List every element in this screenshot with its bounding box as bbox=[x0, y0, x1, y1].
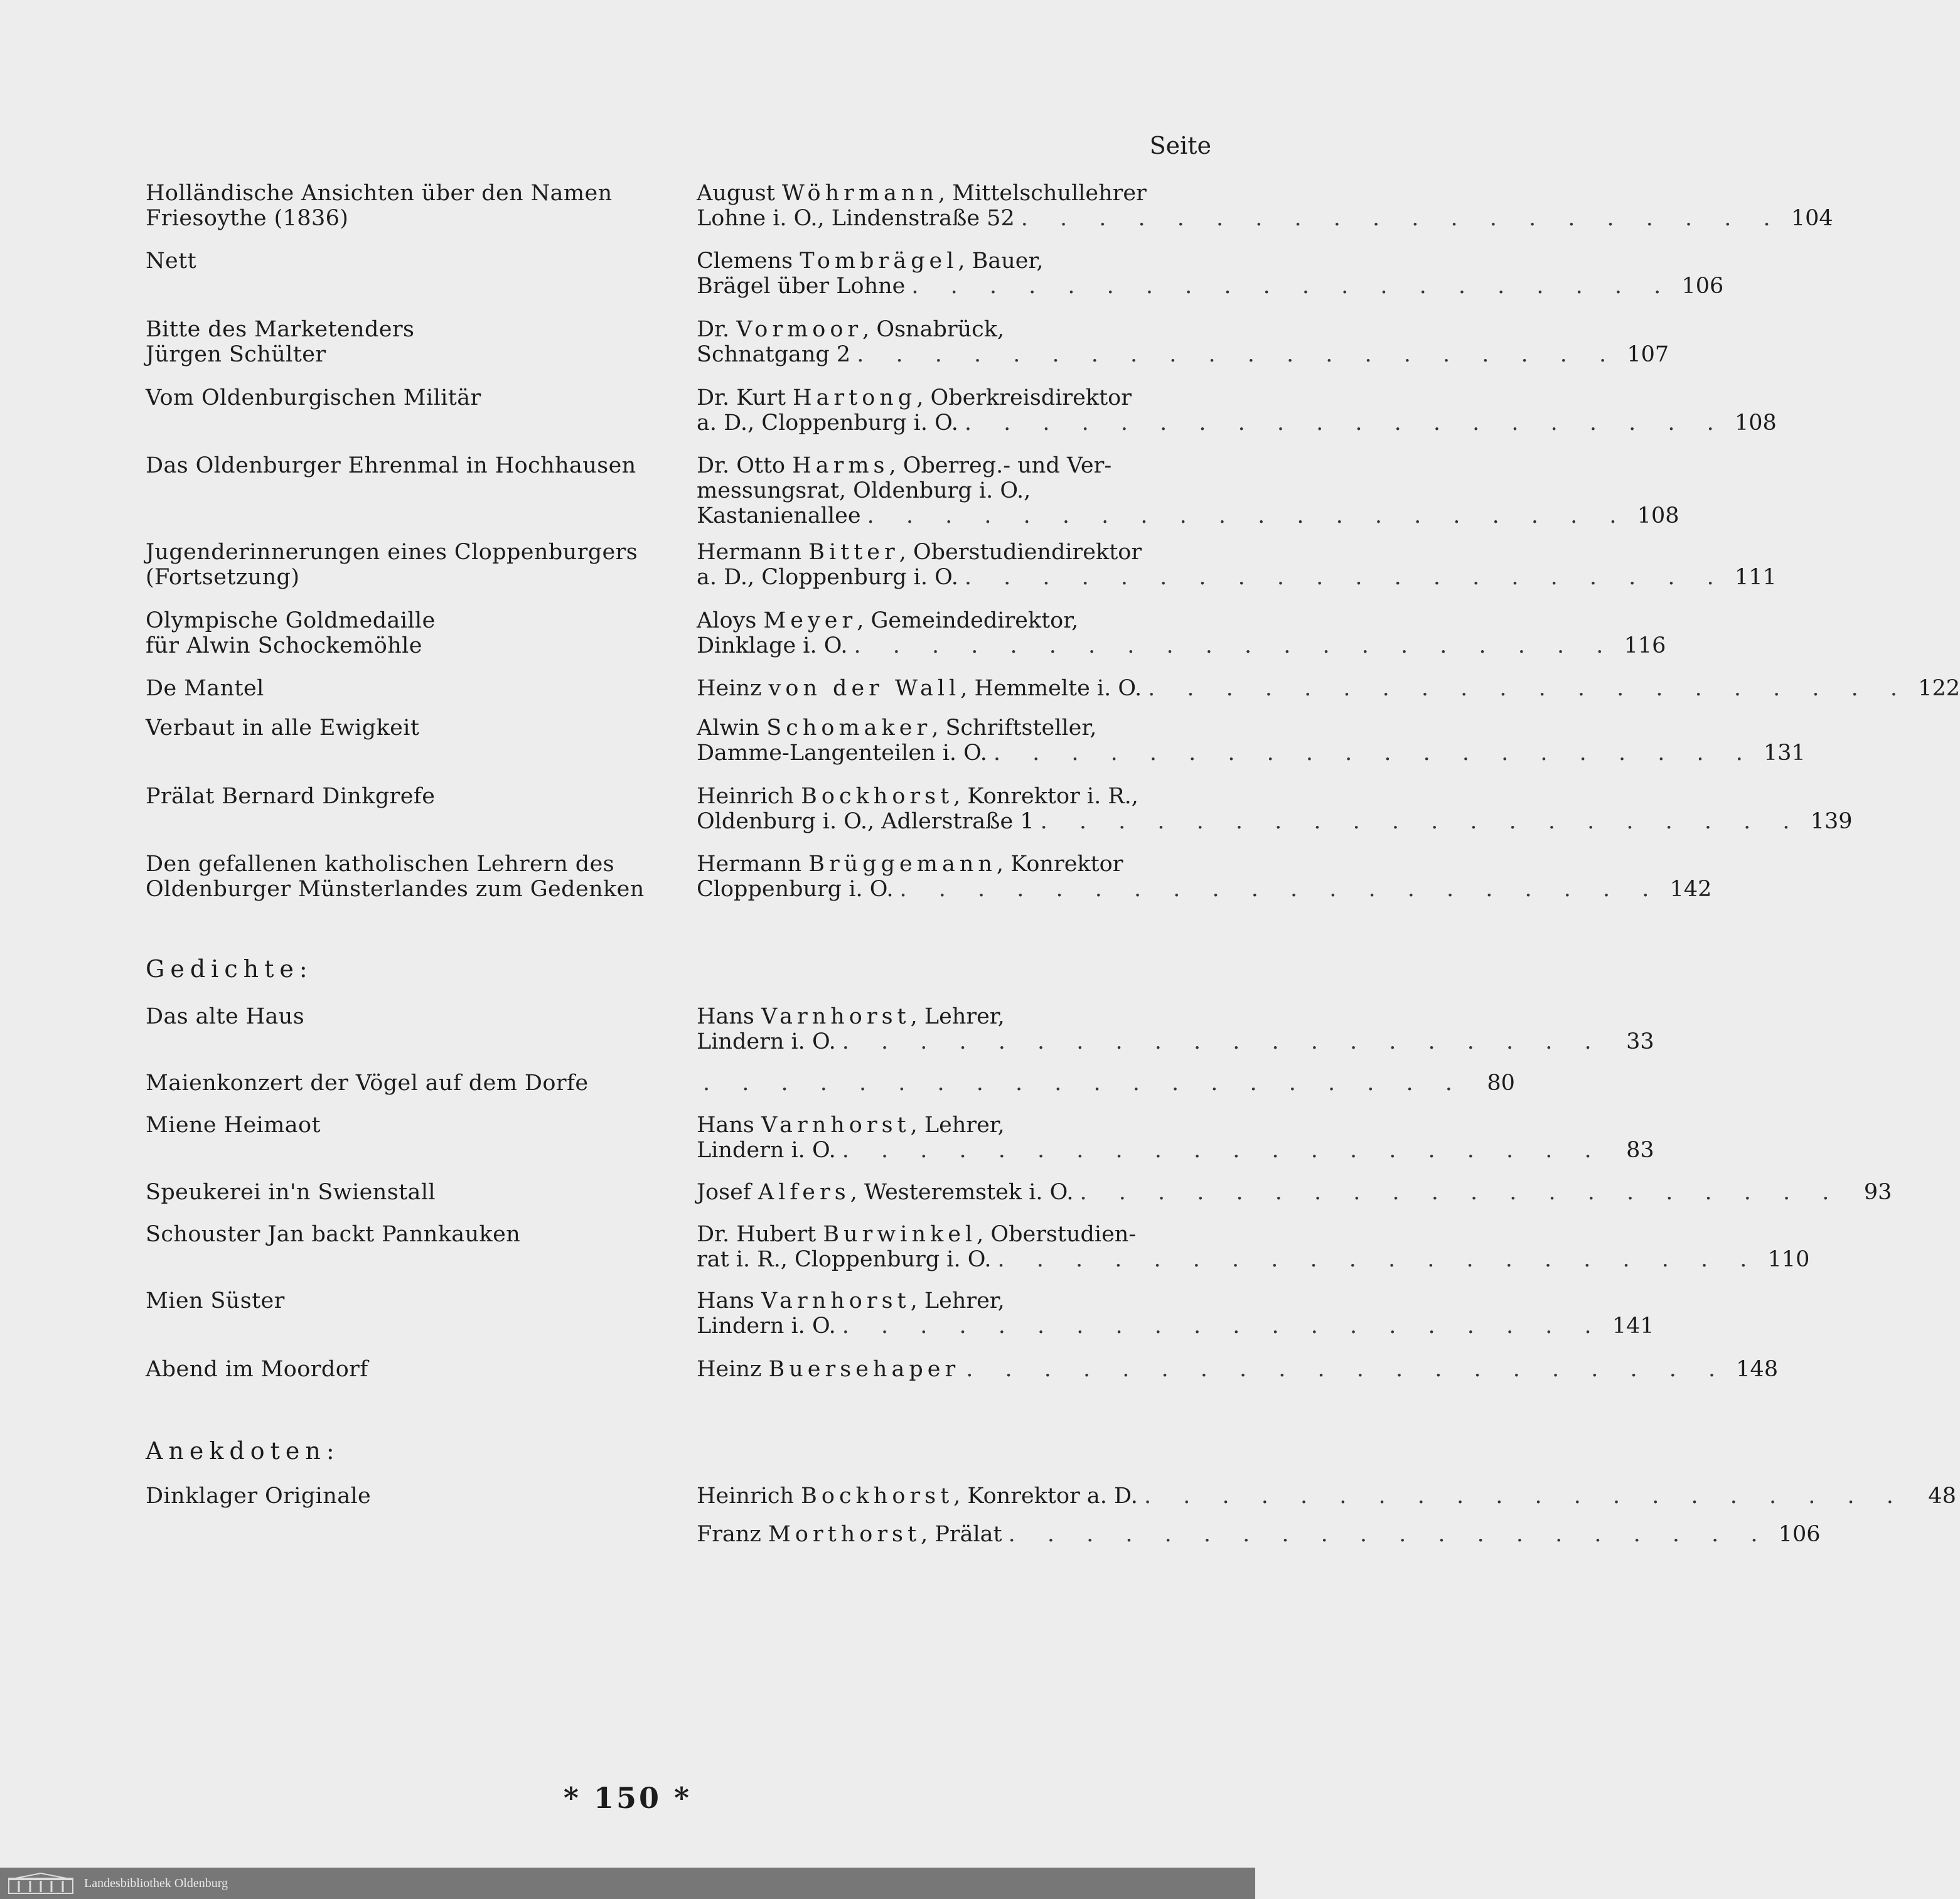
author-line bbox=[697, 633, 1666, 658]
leader-dots: . . . . . . . . . . . . . . . . . . . . bbox=[997, 1247, 1760, 1272]
entry-title-line: Dinklager Originale bbox=[146, 1484, 372, 1509]
author-text bbox=[697, 1288, 1005, 1313]
author-line bbox=[697, 741, 1806, 766]
author-text bbox=[697, 676, 1142, 701]
page-number: * 150 * bbox=[563, 1781, 692, 1815]
entry-title-line: Schouster Jan backt Pannkauken bbox=[146, 1222, 521, 1247]
author-suffix: , Konrektor bbox=[996, 852, 1123, 877]
author-line bbox=[697, 608, 1211, 633]
author-surname: Brüggemann bbox=[808, 852, 997, 877]
leader-dots: . . . . . . . . . . . . . . . . . . . . bbox=[857, 342, 1619, 367]
page-ref: 106 bbox=[1681, 274, 1724, 299]
author-address: Brägel über Lohne bbox=[697, 274, 906, 299]
author-suffix: , Bauer, bbox=[958, 249, 1044, 274]
author-prefix: Heinrich bbox=[697, 784, 801, 809]
author-line bbox=[697, 181, 1211, 206]
leader-dots: . . . . . . . . . . . . . . . . . . . . bbox=[899, 877, 1662, 902]
entry-title bbox=[146, 1288, 692, 1313]
author-line bbox=[697, 317, 1211, 342]
author-line bbox=[697, 1247, 1810, 1272]
leader-dots: . . . . . . . . . . . . . . . . . . . . bbox=[964, 565, 1727, 590]
author-address: Lindern i. O. bbox=[697, 1029, 836, 1054]
author-text bbox=[697, 877, 894, 902]
author-line bbox=[697, 274, 1724, 299]
author-line bbox=[697, 1029, 1654, 1054]
page-ref: 104 bbox=[1791, 206, 1833, 231]
author-address: Damme-Langenteilen i. O. bbox=[697, 741, 987, 766]
page-ref: 141 bbox=[1612, 1313, 1654, 1339]
author-surname: Varnhorst bbox=[761, 1288, 911, 1313]
leader-dots: . . . . . . . . . . . . . . . . . . . . bbox=[964, 410, 1727, 436]
leader-dots: . . . . . . . . . . . . . . . . . . . . bbox=[842, 1313, 1604, 1339]
entry-author bbox=[697, 1357, 1779, 1382]
author-prefix: Hermann bbox=[697, 540, 809, 565]
author-address: Dinklage i. O. bbox=[697, 633, 848, 658]
author-prefix: Clemens bbox=[697, 249, 800, 274]
entry-title bbox=[146, 249, 692, 274]
author-surname: Meyer bbox=[763, 608, 857, 633]
entry-title bbox=[146, 608, 692, 658]
entry-title-line: Prälat Bernard Dinkgrefe bbox=[146, 784, 436, 809]
column-header-seite: Seite bbox=[1149, 132, 1211, 159]
entry-title-line: für Alwin Schockemöhle bbox=[146, 633, 422, 658]
author-text bbox=[697, 410, 958, 436]
entry-author bbox=[697, 1288, 1654, 1339]
author-text bbox=[697, 1313, 836, 1339]
author-address: Lindern i. O. bbox=[697, 1138, 836, 1163]
entry-title-line: Jugenderinnerungen eines Cloppenburgers bbox=[146, 540, 638, 565]
author-prefix: Dr. Otto bbox=[697, 453, 793, 478]
entry-author bbox=[697, 608, 1666, 658]
author-text bbox=[697, 1138, 836, 1163]
author-line bbox=[697, 877, 1712, 902]
author-line bbox=[697, 1484, 1956, 1509]
author-surname: Hartong bbox=[793, 385, 917, 410]
entry-title-line: (Fortsetzung) bbox=[146, 565, 300, 590]
author-prefix: Dr. Kurt bbox=[697, 385, 793, 410]
author-line bbox=[697, 1180, 1892, 1205]
entry-author bbox=[697, 1484, 1956, 1509]
author-text bbox=[697, 1247, 992, 1272]
author-surname: Alfers bbox=[758, 1180, 850, 1205]
author-line bbox=[697, 410, 1777, 436]
author-suffix: , Konrektor i. R., bbox=[953, 784, 1138, 809]
section-heading-poems: Gedichte: bbox=[146, 955, 313, 983]
author-text bbox=[697, 1029, 836, 1054]
entry-author bbox=[697, 181, 1833, 231]
page-ref: 33 bbox=[1626, 1029, 1654, 1054]
entry-title bbox=[146, 1004, 692, 1029]
entry-title-line: Oldenburger Münsterlandes zum Gedenken bbox=[146, 877, 645, 902]
leader-dots: . . . . . . . . . . . . . . . . . . . . bbox=[966, 1357, 1728, 1382]
author-line bbox=[697, 1138, 1654, 1163]
leader-dots: . . . . . . . . . . . . . . . . . . . . bbox=[1020, 206, 1783, 231]
author-line bbox=[697, 1113, 1211, 1138]
page-ref: 107 bbox=[1627, 342, 1669, 367]
author-line bbox=[697, 1522, 1821, 1547]
author-suffix: , Prälat bbox=[921, 1522, 1002, 1547]
author-surname: Schomaker bbox=[766, 715, 932, 741]
author-prefix: Dr. Hubert bbox=[697, 1222, 823, 1247]
entry-title bbox=[146, 317, 692, 367]
page-ref: 48 bbox=[1928, 1484, 1956, 1509]
author-suffix: , Oberstudien- bbox=[977, 1222, 1137, 1247]
page-ref: 131 bbox=[1764, 741, 1806, 766]
author-line bbox=[697, 1222, 1211, 1247]
entry-title-line: Bitte des Marketenders bbox=[146, 317, 415, 342]
author-line bbox=[697, 809, 1853, 834]
author-address: a. D., Cloppenburg i. O. bbox=[697, 410, 958, 436]
author-line bbox=[697, 1313, 1654, 1339]
leader-dots: . . . . . . . . . . . . . . . . . . . . bbox=[993, 741, 1755, 766]
author-line bbox=[697, 249, 1211, 274]
author-text bbox=[697, 1180, 1073, 1205]
entry-author bbox=[697, 385, 1777, 436]
author-text bbox=[697, 633, 848, 658]
author-line bbox=[697, 1357, 1779, 1382]
entry-title bbox=[146, 1113, 692, 1138]
entry-author bbox=[697, 715, 1806, 766]
author-line bbox=[697, 784, 1211, 809]
author-address: Schnatgang 2 bbox=[697, 342, 851, 367]
leader-dots: . . . . . . . . . . . . . . . . . . . . bbox=[911, 274, 1674, 299]
page-ref: 148 bbox=[1736, 1357, 1779, 1382]
author-surname: Bitter bbox=[808, 540, 899, 565]
author-line bbox=[697, 676, 1960, 701]
entry-author bbox=[697, 1004, 1654, 1054]
author-line bbox=[697, 503, 1679, 528]
entry-title bbox=[146, 1222, 692, 1247]
author-suffix: , Oberstudiendirektor bbox=[899, 540, 1142, 565]
page-ref: 108 bbox=[1734, 410, 1777, 436]
author-surname: Varnhorst bbox=[761, 1113, 911, 1138]
author-suffix: , Oberreg.- und Ver- bbox=[889, 453, 1112, 478]
author-suffix: , Osnabrück, bbox=[862, 317, 1005, 342]
author-address: Lindern i. O. bbox=[697, 1313, 836, 1339]
library-label: Landesbibliothek Oldenburg bbox=[84, 1876, 228, 1890]
leader-dots: . . . . . . . . . . . . . . . . . . . . bbox=[1148, 676, 1910, 701]
author-surname: Buersehaper bbox=[768, 1357, 960, 1382]
leader-dots: . . . . . . . . . . . . . . . . . . . . bbox=[1143, 1484, 1906, 1509]
leader-dots: . . . . . . . . . . . . . . . . . . . . bbox=[703, 1071, 1465, 1096]
author-text bbox=[697, 715, 1096, 741]
author-text bbox=[697, 249, 1044, 274]
author-line bbox=[697, 478, 1211, 503]
author-line bbox=[697, 206, 1833, 231]
author-surname: Bockhorst bbox=[801, 1484, 954, 1509]
author-prefix: Hans bbox=[697, 1288, 762, 1313]
entry-author bbox=[697, 1071, 1515, 1096]
entry-author bbox=[697, 453, 1679, 528]
author-text bbox=[697, 317, 1004, 342]
entry-author bbox=[697, 1222, 1810, 1272]
author-prefix: Heinrich bbox=[697, 1484, 801, 1509]
entry-title-line: Miene Heimaot bbox=[146, 1113, 321, 1138]
author-text bbox=[697, 274, 905, 299]
author-prefix: Heinz bbox=[697, 676, 769, 701]
author-suffix: , Konrektor a. D. bbox=[953, 1484, 1138, 1509]
entry-title bbox=[146, 676, 692, 701]
author-text bbox=[697, 852, 1123, 877]
author-line bbox=[697, 715, 1211, 741]
entry-title bbox=[146, 1357, 692, 1382]
page-ref: 116 bbox=[1624, 633, 1666, 658]
author-prefix: Franz bbox=[697, 1522, 768, 1547]
leader-dots: . . . . . . . . . . . . . . . . . . . . bbox=[1008, 1522, 1770, 1547]
author-text bbox=[697, 540, 1142, 565]
author-suffix: , Gemeindedirektor, bbox=[857, 608, 1079, 633]
author-suffix: , Hemmelte i. O. bbox=[960, 676, 1142, 701]
author-prefix: Hans bbox=[697, 1113, 762, 1138]
entry-title bbox=[146, 453, 692, 478]
entry-author bbox=[697, 852, 1712, 902]
page-ref: 139 bbox=[1810, 809, 1853, 834]
author-surname: Burwinkel bbox=[823, 1222, 977, 1247]
author-surname: Bockhorst bbox=[801, 784, 954, 809]
author-text bbox=[697, 1113, 1005, 1138]
entry-author bbox=[697, 249, 1724, 299]
author-address: Lohne i. O., Lindenstraße 52 bbox=[697, 206, 1015, 231]
author-address: rat i. R., Cloppenburg i. O. bbox=[697, 1247, 992, 1272]
author-prefix: Alwin bbox=[697, 715, 767, 741]
author-text bbox=[697, 503, 861, 528]
leader-dots: . . . . . . . . . . . . . . . . . . . . bbox=[854, 633, 1616, 658]
author-suffix: , Lehrer, bbox=[910, 1113, 1005, 1138]
author-text bbox=[697, 453, 1111, 478]
author-text bbox=[697, 1484, 1138, 1509]
author-text bbox=[697, 608, 1078, 633]
author-line bbox=[697, 540, 1211, 565]
leader-dots: . . . . . . . . . . . . . . . . . . . . bbox=[842, 1138, 1604, 1163]
entry-title bbox=[146, 385, 692, 410]
entry-title-line: Verbaut in alle Ewigkeit bbox=[146, 715, 420, 741]
entry-title bbox=[146, 1071, 692, 1096]
author-text bbox=[697, 784, 1138, 809]
author-address: Cloppenburg i. O. bbox=[697, 877, 894, 902]
author-text bbox=[697, 342, 850, 367]
author-line bbox=[697, 385, 1211, 410]
author-address: a. D., Cloppenburg i. O. bbox=[697, 565, 958, 590]
author-surname: Tombrägel bbox=[800, 249, 958, 274]
page-ref: 122 bbox=[1918, 676, 1960, 701]
entry-author bbox=[697, 317, 1669, 367]
author-surname: Varnhorst bbox=[761, 1004, 911, 1029]
author-prefix: Hermann bbox=[697, 852, 809, 877]
entry-title-line: Den gefallenen katholischen Lehrern des bbox=[146, 852, 615, 877]
author-surname: Morthorst bbox=[768, 1522, 921, 1547]
section-heading-anecdotes: Anekdoten: bbox=[146, 1437, 340, 1465]
entry-title-line: Nett bbox=[146, 249, 197, 274]
entry-title-line: Maienkonzert der Vögel auf dem Dorfe bbox=[146, 1071, 589, 1096]
page-ref: 83 bbox=[1626, 1138, 1654, 1163]
entry-title-line: De Mantel bbox=[146, 676, 264, 701]
author-line bbox=[697, 453, 1211, 478]
author-text bbox=[697, 1004, 1005, 1029]
entry-title bbox=[146, 784, 692, 809]
author-text bbox=[697, 385, 1132, 410]
entry-title bbox=[146, 181, 692, 231]
page-ref: 108 bbox=[1637, 503, 1679, 528]
author-prefix: August bbox=[697, 181, 782, 206]
leader-dots: . . . . . . . . . . . . . . . . . . . . bbox=[842, 1029, 1604, 1054]
author-suffix: , Schriftsteller, bbox=[931, 715, 1097, 741]
page-ref: 110 bbox=[1767, 1247, 1810, 1272]
leader-dots: . . . . . . . . . . . . . . . . . . . . bbox=[867, 503, 1629, 528]
author-line bbox=[697, 342, 1669, 367]
entry-author bbox=[697, 1180, 1892, 1205]
author-suffix: , Lehrer, bbox=[910, 1004, 1005, 1029]
author-suffix: , Mittelschullehrer bbox=[938, 181, 1147, 206]
entry-author bbox=[697, 1522, 1821, 1547]
author-address: Oldenburg i. O., Adlerstraße 1 bbox=[697, 809, 1034, 834]
author-text bbox=[697, 1357, 960, 1382]
entry-title-line: Jürgen Schülter bbox=[146, 342, 326, 367]
author-text bbox=[697, 206, 1015, 231]
entry-title-line: Abend im Moordorf bbox=[146, 1357, 368, 1382]
entry-title-line: Olympische Goldmedaille bbox=[146, 608, 436, 633]
author-surname: Vormoor bbox=[736, 317, 863, 342]
author-surname: Wöhrmann bbox=[781, 181, 939, 206]
author-text bbox=[697, 1522, 1002, 1547]
entry-author bbox=[697, 784, 1853, 834]
author-address: Kastanienallee bbox=[697, 503, 861, 528]
author-suffix: , Westeremstek i. O. bbox=[850, 1180, 1074, 1205]
entry-title bbox=[146, 852, 692, 902]
entry-title bbox=[146, 1180, 692, 1205]
author-prefix: Aloys bbox=[697, 608, 764, 633]
entry-title-line: Friesoythe (1836) bbox=[146, 206, 349, 231]
author-text bbox=[697, 741, 987, 766]
author-text bbox=[697, 1222, 1136, 1247]
author-suffix: , Oberkreisdirektor bbox=[916, 385, 1132, 410]
entry-title-line: Mien Süster bbox=[146, 1288, 285, 1313]
author-text bbox=[697, 565, 958, 590]
author-prefix: Hans bbox=[697, 1004, 762, 1029]
entry-title bbox=[146, 1484, 692, 1509]
author-surname: Harms bbox=[792, 453, 889, 478]
entry-author bbox=[697, 1113, 1654, 1163]
author-prefix: Dr. bbox=[697, 317, 737, 342]
leader-dots: . . . . . . . . . . . . . . . . . . . . bbox=[1040, 809, 1802, 834]
library-footer-bar bbox=[0, 1868, 1255, 1899]
page-ref: 142 bbox=[1669, 877, 1712, 902]
author-text bbox=[697, 809, 1034, 834]
page-ref: 80 bbox=[1487, 1071, 1515, 1096]
page-ref: 111 bbox=[1734, 565, 1777, 590]
author-suffix: , Lehrer, bbox=[910, 1288, 1005, 1313]
entry-author bbox=[697, 676, 1960, 701]
author-line bbox=[697, 1288, 1211, 1313]
library-building-icon bbox=[6, 1872, 75, 1895]
entry-title-line: Vom Oldenburgischen Militär bbox=[146, 385, 481, 410]
author-address: messungsrat, Oldenburg i. O., bbox=[697, 478, 1031, 503]
entry-title bbox=[146, 715, 692, 741]
entry-title-line: Das alte Haus bbox=[146, 1004, 305, 1029]
author-line bbox=[697, 565, 1777, 590]
leader-dots: . . . . . . . . . . . . . . . . . . . . bbox=[1079, 1180, 1842, 1205]
entry-title-line: Speukerei in'n Swienstall bbox=[146, 1180, 436, 1205]
entry-title-line: Das Oldenburger Ehrenmal in Hochhausen bbox=[146, 453, 636, 478]
author-line bbox=[697, 852, 1211, 877]
author-surname: von der Wall bbox=[768, 676, 961, 701]
author-text bbox=[697, 478, 1031, 503]
page-ref: 106 bbox=[1778, 1522, 1821, 1547]
author-prefix: Josef bbox=[697, 1180, 758, 1205]
author-text bbox=[697, 181, 1147, 206]
author-line bbox=[697, 1004, 1211, 1029]
entry-title bbox=[146, 540, 692, 590]
author-line bbox=[697, 1071, 1515, 1096]
entry-title-line: Holländische Ansichten über den Namen bbox=[146, 181, 613, 206]
author-prefix: Heinz bbox=[697, 1357, 769, 1382]
entry-author bbox=[697, 540, 1777, 590]
page-ref: 93 bbox=[1863, 1180, 1892, 1205]
